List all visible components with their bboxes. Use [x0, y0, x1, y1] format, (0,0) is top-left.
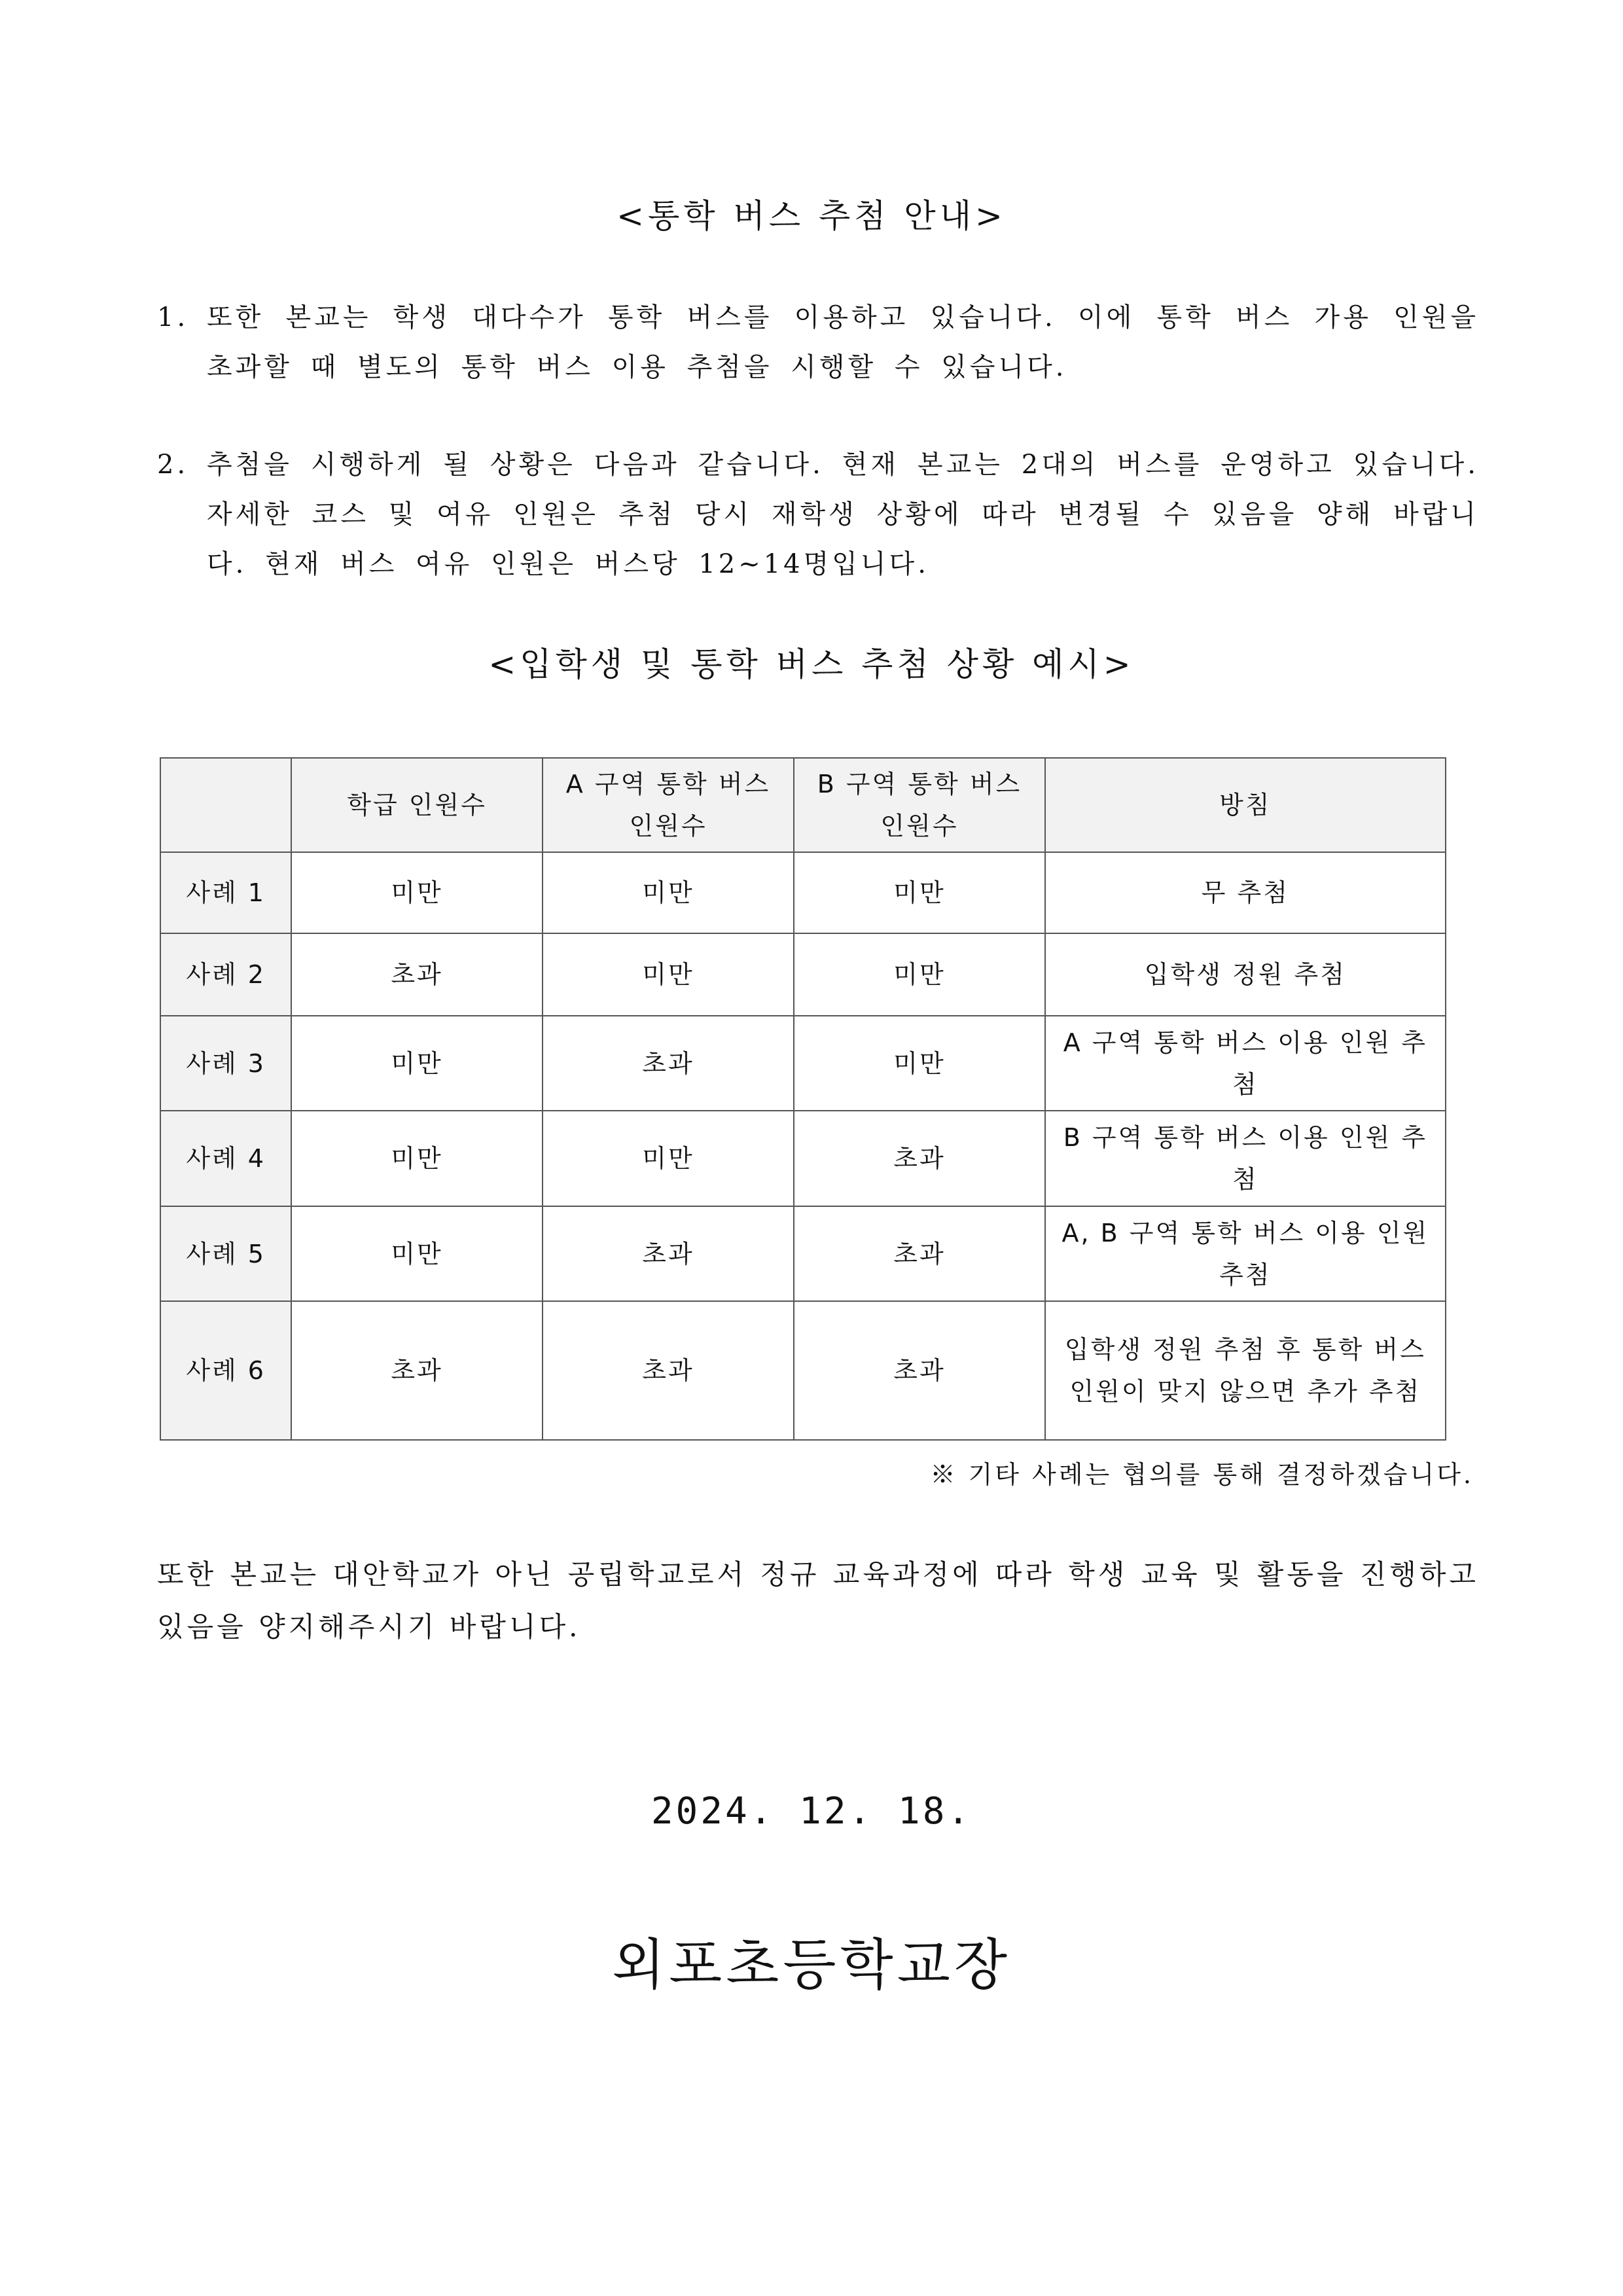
- class-size-cell: 초과: [291, 1301, 543, 1440]
- zone-b-cell: 미만: [794, 852, 1045, 933]
- case-label: 사례 1: [160, 852, 291, 933]
- zone-b-cell: 초과: [794, 1301, 1045, 1440]
- table-note: ※ 기타 사례는 협의를 통해 결정하겠습니다.: [930, 1460, 1474, 1489]
- paragraph-number: 2.: [157, 450, 189, 480]
- table-caption: <입학생 및 통학 버스 추첨 상황 예시>: [488, 645, 1135, 683]
- header-cell-zone-a: A 구역 통학 버스 인원수: [543, 758, 794, 852]
- lottery-cases-table: [160, 757, 1446, 1441]
- closing-paragraph: 또한 본교는 대안학교가 아닌 공립학교로서 정규 교육과정에 따라 학생 교육 및 활동을 진행하고 있음을 양지해주시기 바랍니다.: [157, 1558, 1479, 1643]
- zone-b-cell: 미만: [794, 1016, 1045, 1111]
- paragraph-2: [157, 440, 1479, 589]
- school-signature: 외포초등학교장: [611, 1933, 1011, 1997]
- class-size-cell: 미만: [291, 1206, 543, 1301]
- policy-cell: A, B 구역 통학 버스 이용 인원 추첨: [1045, 1206, 1446, 1301]
- policy-cell: 입학생 정원 추첨: [1045, 933, 1446, 1016]
- class-size-cell: 초과: [291, 933, 543, 1016]
- paragraph-text: 추첨을 시행하게 될 상황은 다음과 같습니다. 현재 본교는 2대의 버스를 운영하고 있습니다. 자세한 코스 및 여유 인원은 추첨 당시 재학생 상황에 따라 변경될 수 있음을 양해 바랍니다. 현재 버스 여유 인원은 버스당 12~14명입니다.: [207, 450, 1479, 579]
- table-row: [160, 1111, 1446, 1206]
- class-size-cell: 미만: [291, 852, 543, 933]
- zone-a-cell: 미만: [543, 933, 794, 1016]
- table-row: [160, 852, 1446, 933]
- paragraph-1: [157, 293, 1479, 392]
- paragraph-text: 또한 본교는 학생 대다수가 통학 버스를 이용하고 있습니다. 이에 통학 버스 가용 인원을 초과할 때 별도의 통학 버스 이용 추첨을 시행할 수 있습니다.: [207, 302, 1479, 382]
- header-cell-zone-b: B 구역 통학 버스 인원수: [794, 758, 1045, 852]
- zone-a-cell: 미만: [543, 1111, 794, 1206]
- policy-cell: B 구역 통학 버스 이용 인원 추첨: [1045, 1111, 1446, 1206]
- document-title: <통학 버스 추첨 안내>: [616, 197, 1007, 235]
- zone-a-cell: 초과: [543, 1016, 794, 1111]
- zone-b-cell: 초과: [794, 1111, 1045, 1206]
- policy-cell: 무 추첨: [1045, 852, 1446, 933]
- table-header-row: [160, 758, 1446, 852]
- header-cell-policy: 방침: [1045, 758, 1446, 852]
- policy-cell: A 구역 통학 버스 이용 인원 추첨: [1045, 1016, 1446, 1111]
- class-size-cell: 미만: [291, 1111, 543, 1206]
- zone-b-cell: 초과: [794, 1206, 1045, 1301]
- table-row: [160, 1301, 1446, 1440]
- case-label: 사례 3: [160, 1016, 291, 1111]
- table-row: [160, 1206, 1446, 1301]
- case-label: 사례 2: [160, 933, 291, 1016]
- paragraph-number: 1.: [157, 302, 189, 332]
- case-label: 사례 6: [160, 1301, 291, 1440]
- table-row: [160, 1016, 1446, 1111]
- header-cell-blank: [160, 758, 291, 852]
- header-cell-class-size: 학급 인원수: [291, 758, 543, 852]
- issue-date: 2024. 12. 18.: [651, 1790, 972, 1833]
- policy-cell: 입학생 정원 추첨 후 통학 버스 인원이 맞지 않으면 추가 추첨: [1045, 1301, 1446, 1440]
- case-label: 사례 5: [160, 1206, 291, 1301]
- zone-a-cell: 초과: [543, 1301, 794, 1440]
- class-size-cell: 미만: [291, 1016, 543, 1111]
- zone-a-cell: 미만: [543, 852, 794, 933]
- zone-b-cell: 미만: [794, 933, 1045, 1016]
- table-row: [160, 933, 1446, 1016]
- case-label: 사례 4: [160, 1111, 291, 1206]
- zone-a-cell: 초과: [543, 1206, 794, 1301]
